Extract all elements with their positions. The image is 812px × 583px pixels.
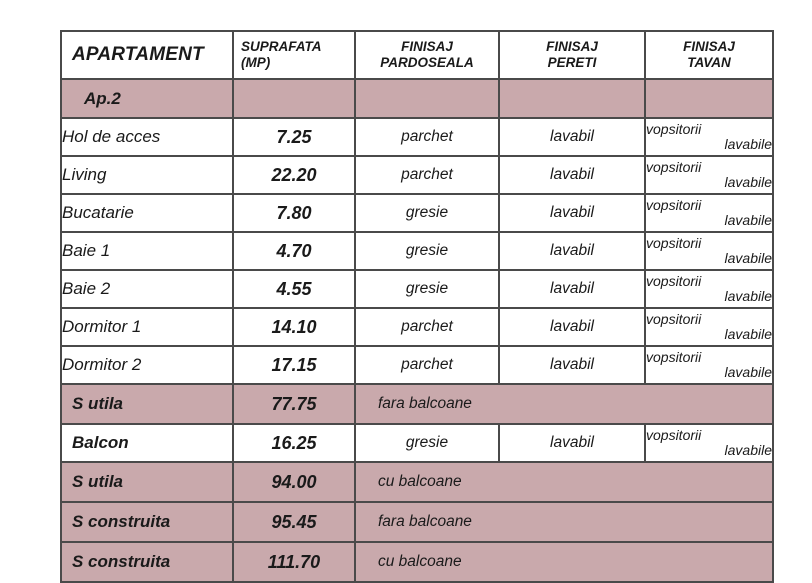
room-ceiling-word2: lavabile: [724, 364, 772, 380]
table-header-row: [61, 31, 773, 79]
table-row: [61, 156, 773, 194]
room-area: 4.55: [233, 270, 355, 308]
apartment-group-spacer-1: [233, 79, 355, 118]
room-area: 17.15: [233, 346, 355, 384]
table-row: [61, 270, 773, 308]
room-ceiling-word1: vopsitorii: [646, 311, 702, 328]
room-ceiling-finish: [645, 194, 773, 232]
room-name: Dormitor 1: [61, 308, 233, 346]
header-surface-line2: (MP): [241, 55, 271, 70]
summary-row-utila-fara-balcoane: [61, 384, 773, 424]
table-row: [61, 118, 773, 156]
apartment-group-spacer-3: [499, 79, 645, 118]
room-name: Living: [61, 156, 233, 194]
summary-value: 95.45: [233, 502, 355, 542]
room-floor-finish: parchet: [355, 308, 499, 346]
room-ceiling-finish: [645, 270, 773, 308]
summary-note: fara balcoane: [355, 502, 773, 542]
room-ceiling-word1: vopsitorii: [646, 349, 702, 366]
room-ceiling-finish: [645, 232, 773, 270]
header-ceiling-finish: [645, 31, 773, 79]
room-floor-finish: gresie: [355, 270, 499, 308]
header-floor-line2: PARDOSEALA: [380, 55, 474, 70]
table-row: [61, 308, 773, 346]
summary-label: S utila: [61, 384, 233, 424]
header-surface: [233, 31, 355, 79]
apartment-group-spacer-2: [355, 79, 499, 118]
room-area: 7.80: [233, 194, 355, 232]
room-walls-finish: lavabil: [499, 118, 645, 156]
room-floor-finish: parchet: [355, 346, 499, 384]
apartment-group-spacer-4: [645, 79, 773, 118]
summary-row-construita-fara-balcoane: [61, 502, 773, 542]
header-apartment: APARTAMENT: [61, 31, 233, 79]
summary-note: cu balcoane: [355, 542, 773, 582]
room-area: 16.25: [233, 424, 355, 462]
room-area: 4.70: [233, 232, 355, 270]
room-name: Baie 2: [61, 270, 233, 308]
room-ceiling-finish: [645, 308, 773, 346]
room-name: Hol de acces: [61, 118, 233, 156]
header-walls-finish: [499, 31, 645, 79]
header-walls-line1: FINISAJ: [546, 38, 598, 54]
summary-label: S construita: [61, 542, 233, 582]
table-row: [61, 232, 773, 270]
summary-row-construita-cu-balcoane: [61, 542, 773, 582]
room-walls-finish: lavabil: [499, 232, 645, 270]
summary-value: 94.00: [233, 462, 355, 502]
room-name: Bucatarie: [61, 194, 233, 232]
header-floor-line1: FINISAJ: [401, 38, 453, 54]
header-surface-line1: SUPRAFATA: [241, 39, 322, 55]
summary-label: S construita: [61, 502, 233, 542]
room-area: 7.25: [233, 118, 355, 156]
room-floor-finish: parchet: [355, 118, 499, 156]
room-walls-finish: lavabil: [499, 156, 645, 194]
summary-row-utila-cu-balcoane: [61, 462, 773, 502]
table-row: [61, 194, 773, 232]
room-ceiling-word1: vopsitorii: [646, 121, 702, 138]
summary-label: S utila: [61, 462, 233, 502]
room-floor-finish: gresie: [355, 232, 499, 270]
room-ceiling-word2: lavabile: [724, 442, 772, 458]
room-ceiling-word1: vopsitorii: [646, 235, 702, 252]
summary-note: cu balcoane: [355, 462, 773, 502]
room-ceiling-word1: vopsitorii: [646, 273, 702, 290]
room-walls-finish: lavabil: [499, 194, 645, 232]
room-walls-finish: lavabil: [499, 270, 645, 308]
table-row: [61, 346, 773, 384]
room-floor-finish: parchet: [355, 156, 499, 194]
room-name: Dormitor 2: [61, 346, 233, 384]
room-ceiling-word1: vopsitorii: [646, 197, 702, 214]
room-ceiling-finish: [645, 424, 773, 462]
room-area: 14.10: [233, 308, 355, 346]
room-floor-finish: gresie: [355, 424, 499, 462]
room-name: Baie 1: [61, 232, 233, 270]
header-ceiling-line1: FINISAJ: [683, 38, 735, 54]
room-floor-finish: gresie: [355, 194, 499, 232]
room-name: Balcon: [61, 424, 233, 462]
room-walls-finish: lavabil: [499, 308, 645, 346]
room-ceiling-finish: [645, 156, 773, 194]
header-floor-finish: [355, 31, 499, 79]
room-ceiling-word2: lavabile: [724, 250, 772, 266]
summary-value: 111.70: [233, 542, 355, 582]
summary-value: 77.75: [233, 384, 355, 424]
table-row-balcony: [61, 424, 773, 462]
apartment-spec-table-wrapper: [60, 30, 772, 583]
room-ceiling-word2: lavabile: [724, 212, 772, 228]
room-ceiling-finish: [645, 118, 773, 156]
room-ceiling-word1: vopsitorii: [646, 159, 702, 176]
room-area: 22.20: [233, 156, 355, 194]
apartment-spec-table: [60, 30, 774, 583]
room-walls-finish: lavabil: [499, 346, 645, 384]
room-ceiling-word2: lavabile: [724, 136, 772, 152]
header-ceiling-line2: TAVAN: [687, 55, 731, 70]
room-ceiling-word2: lavabile: [724, 174, 772, 190]
summary-note: fara balcoane: [355, 384, 773, 424]
header-walls-line2: PERETI: [547, 55, 597, 70]
apartment-group-label: Ap.2: [61, 79, 233, 118]
room-ceiling-word2: lavabile: [724, 288, 772, 304]
room-ceiling-word1: vopsitorii: [646, 427, 702, 444]
room-ceiling-finish: [645, 346, 773, 384]
apartment-group-row: [61, 79, 773, 118]
room-walls-finish: lavabil: [499, 424, 645, 462]
room-ceiling-word2: lavabile: [724, 326, 772, 342]
